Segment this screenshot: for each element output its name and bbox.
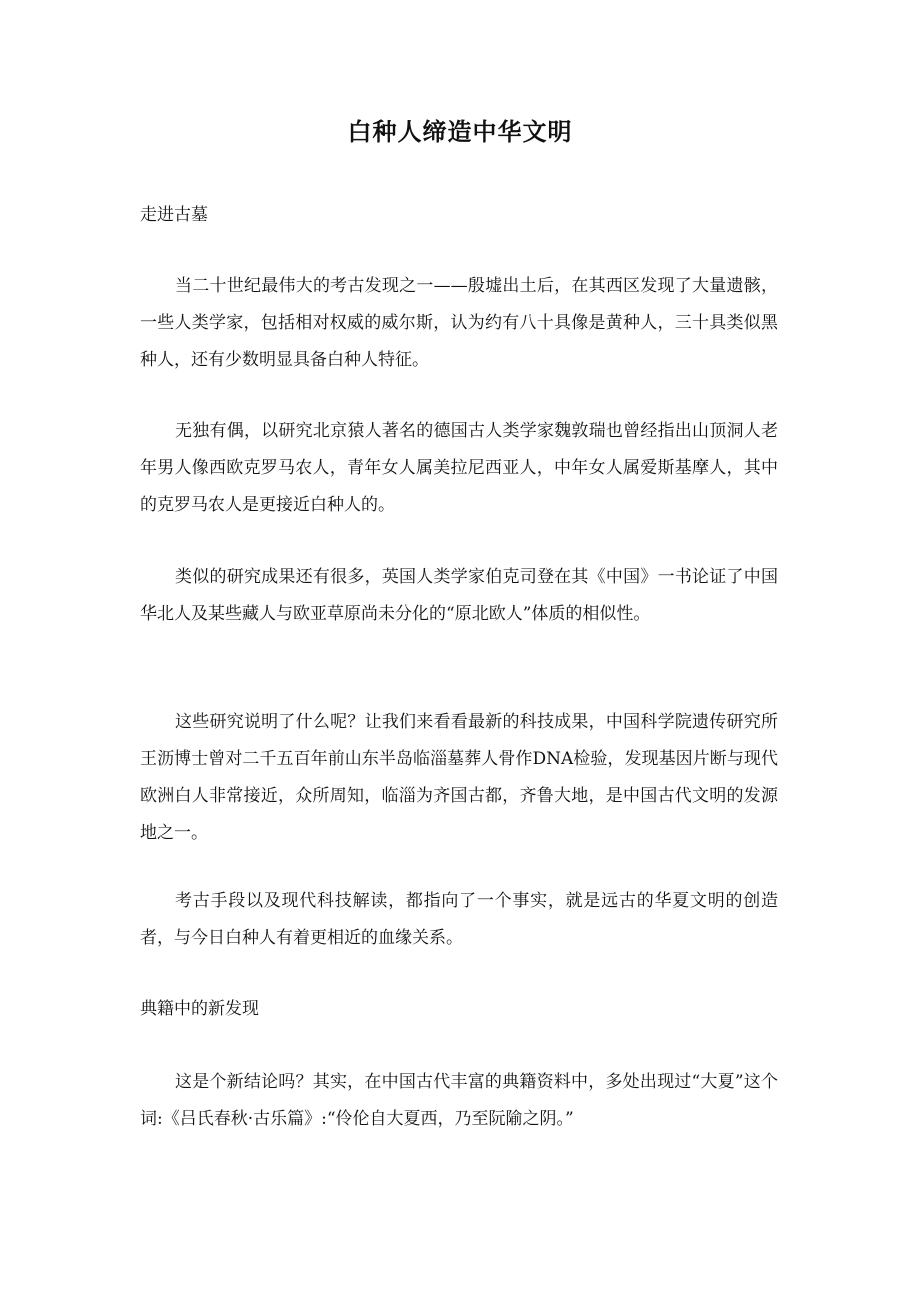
section-heading-2: 典籍中的新发现 <box>140 999 259 1019</box>
paragraph-4: 这些研究说明了什么呢？让我们来看看最新的科技成果，中国科学院遗传研究所王沥博士曾对二千五百年前山东半岛临淄墓葬人骨作DNA检验，发现基因片断与现代欧洲白人非常接近，众所周知，临淄为齐国古都，齐鲁大地，是中国古代文明的发源地之一。 <box>140 712 778 843</box>
paragraph-5: 考古手段以及现代科技解读，都指向了一个事实，就是远古的华夏文明的创造者，与今日白种人有着更相近的血缘关系。 <box>140 891 778 948</box>
paragraph-2: 无独有偶，以研究北京猿人著名的德国古人类学家魏敦瑞也曾经指出山顶洞人老年男人像西欧克罗马农人，青年女人属美拉尼西亚人，中年女人属爱斯基摩人，其中的克罗马农人是更接近白种人的。 <box>140 421 778 515</box>
section-heading-1: 走进古墓 <box>140 205 208 225</box>
paragraph-1: 当二十世纪最伟大的考古发现之一——殷墟出土后，在其西区发现了大量遗骸，一些人类学家，包括相对权威的威尔斯，认为约有八十具像是黄种人，三十具类似黑种人，还有少数明显具备白种人特征。 <box>140 276 778 370</box>
paragraph-3: 类似的研究成果还有很多，英国人类学家伯克司登在其《中国》一书论证了中国华北人及某些藏人与欧亚草原尚未分化的“原北欧人”体质的相似性。 <box>140 567 778 624</box>
document-title: 白种人缔造中华文明 <box>347 117 573 146</box>
paragraph-6: 这是个新结论吗？其实，在中国古代丰富的典籍资料中，多处出现过“大夏”这个词:《吕氏春秋·古乐篇》:“伶伦自大夏西，乃至阮隃之阴。” <box>140 1072 778 1129</box>
